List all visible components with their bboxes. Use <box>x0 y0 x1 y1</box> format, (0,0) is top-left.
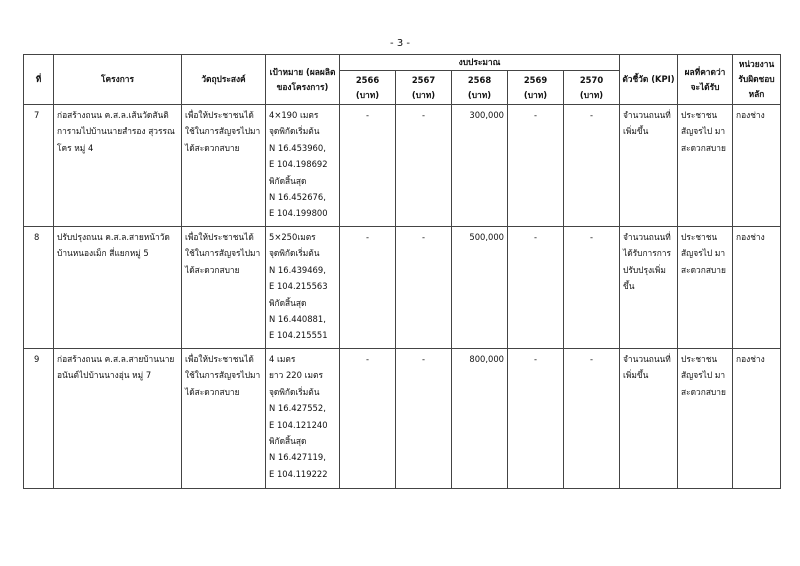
header-budget: งบประมาณ <box>340 55 620 71</box>
budget-2568: 500,000 <box>452 227 508 349</box>
table-row <box>24 227 781 349</box>
budget-2569: - <box>508 105 564 227</box>
header-responsible: หน่วยงานรับผิดชอบหลัก <box>733 55 781 105</box>
budget-2568: 800,000 <box>452 349 508 489</box>
objective: เพื่อให้ประชาชนได้ใช้ในการสัญจรไปมาได้สะดวกสบาย <box>182 227 266 349</box>
header-year-2569: 2569 (บาท) <box>508 71 564 105</box>
page-number: - 3 - <box>390 38 410 49</box>
expected-result: ประชาชนสัญจรไป มาสะดวกสบาย <box>678 349 733 489</box>
budget-2569: - <box>508 349 564 489</box>
budget-2566: - <box>340 227 396 349</box>
header-expected: ผลที่คาดว่าจะได้รับ <box>678 55 733 105</box>
kpi: จำนวนถนนที่เพิ่มขึ้น <box>620 349 678 489</box>
project-name: ก่อสร้างถนน ค.ส.ล.สายบ้านนายอนันต์ไปบ้านนางอุ่น หมู่ 7 <box>54 349 182 489</box>
responsible-unit: กองช่าง <box>733 105 781 227</box>
header-target: เป้าหมาย (ผลผลิตของโครงการ) <box>266 55 340 105</box>
kpi: จำนวนถนนที่ได้รับการการปรับปรุงเพิ่มขึ้น <box>620 227 678 349</box>
header-year-2566: 2566 (บาท) <box>340 71 396 105</box>
budget-2567: - <box>396 227 452 349</box>
budget-table <box>23 54 781 489</box>
budget-2566: - <box>340 349 396 489</box>
row-no: 7 <box>24 105 54 227</box>
table-row <box>24 349 781 489</box>
project-name: ปรับปรุงถนน ค.ส.ล.สายหน้าวัดบ้านหนองเม็ก สี่แยกหมู่ 5 <box>54 227 182 349</box>
project-name: ก่อสร้างถนน ค.ส.ล.เส้นวัดสันติการามไปบ้านนายสำรอง สุวรรณโคร หมู่ 4 <box>54 105 182 227</box>
row-no: 9 <box>24 349 54 489</box>
budget-2567: - <box>396 349 452 489</box>
objective: เพื่อให้ประชาชนได้ใช้ในการสัญจรไปมาได้สะดวกสบาย <box>182 105 266 227</box>
budget-2566: - <box>340 105 396 227</box>
header-year-2570: 2570 (บาท) <box>564 71 620 105</box>
table-row <box>24 105 781 227</box>
kpi: จำนวนถนนที่เพิ่มขึ้น <box>620 105 678 227</box>
row-no: 8 <box>24 227 54 349</box>
responsible-unit: กองช่าง <box>733 227 781 349</box>
target: 5×250เมตร จุดพิกัดเริ่มต้น N 16.439469, E 104.215563 พิกัดสิ้นสุด N 16.440881, E 104.215551 <box>266 227 340 349</box>
header-project: โครงการ <box>54 55 182 105</box>
budget-2570: - <box>564 227 620 349</box>
target: 4×190 เมตร จุดพิกัดเริ่มต้น N 16.453960, E 104.198692 พิกัดสิ้นสุด N 16.452676, E 104.199800 <box>266 105 340 227</box>
responsible-unit: กองช่าง <box>733 349 781 489</box>
expected-result: ประชาชนสัญจรไป มาสะดวกสบาย <box>678 105 733 227</box>
table-header <box>24 55 781 105</box>
header-year-2567: 2567 (บาท) <box>396 71 452 105</box>
header-year-2568: 2568 (บาท) <box>452 71 508 105</box>
budget-2567: - <box>396 105 452 227</box>
budget-2569: - <box>508 227 564 349</box>
header-no: ที่ <box>24 55 54 105</box>
objective: เพื่อให้ประชาชนได้ใช้ในการสัญจรไปมาได้สะดวกสบาย <box>182 349 266 489</box>
budget-2570: - <box>564 105 620 227</box>
expected-result: ประชาชนสัญจรไป มาสะดวกสบาย <box>678 227 733 349</box>
target: 4 เมตร ยาว 220 เมตร จุดพิกัดเริ่มต้น N 16.427552, E 104.121240 พิกัดสิ้นสุด N 16.427119, E 104.119222 <box>266 349 340 489</box>
budget-2570: - <box>564 349 620 489</box>
budget-2568: 300,000 <box>452 105 508 227</box>
header-kpi: ตัวชี้วัด (KPI) <box>620 55 678 105</box>
header-objective: วัตถุประสงค์ <box>182 55 266 105</box>
